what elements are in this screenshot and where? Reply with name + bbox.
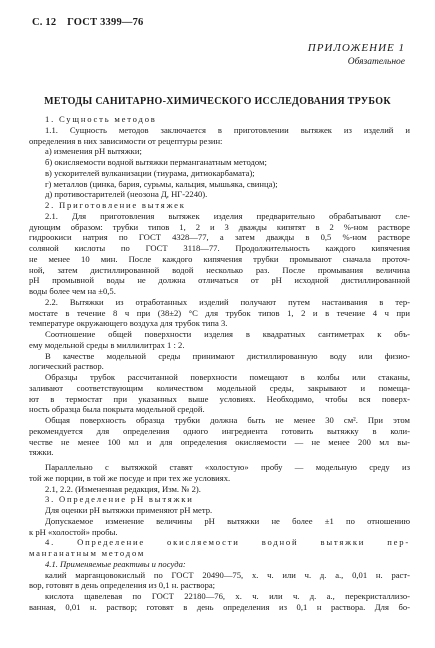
text-line: к pH «холостой» пробы. — [29, 526, 118, 537]
text-line: калий марганцовокислый по ГОСТ 20490—75, х. ч. или ч. д. а., 0,01 н. раст- — [45, 569, 410, 580]
text-line: логический раствор. — [29, 361, 104, 372]
text-line: 4. Определение окисляемости водной вытяжки пер- — [45, 537, 410, 548]
text-line: б) окисляемости водной вытяжки перманганатным методом; — [45, 157, 267, 167]
text-line: той же порции, в той же посуде и при тех же условиях. — [29, 472, 231, 483]
text-line: заливают соответствующим количеством модельной среды, закрывают и помеща- — [29, 382, 410, 393]
text-line: тяжки. — [29, 447, 54, 458]
text-line: вор, готовят в день определения из 0,1 н. раствора; — [29, 580, 216, 591]
text-line: Образцы трубок рассчитанной поверхности помещают в колбы или стаканы, — [45, 372, 410, 382]
text-line: рекомендуется для определения одного ингредиента готовить вытяжку в коли- — [29, 425, 410, 436]
text-line: д) противостарителей (неозона Д, НГ-2240). — [45, 189, 208, 200]
text-line: не менее 10 мин. После каждого кипячения трубки промывают сначала проточ- — [29, 253, 410, 264]
text-line: 2. Приготовление вытяжек — [45, 200, 186, 210]
text-line: Соотношение общей поверхности изделия в квадратных сантиметрах к объ- — [45, 329, 410, 339]
text-line: 4.1. Применяемые реактивы и посуда: — [45, 558, 186, 569]
text-line: 1.1. Сущность методов заключается в приготовлении вытяжек из изделий и — [45, 124, 410, 135]
text-line: манганатным методом — [29, 548, 146, 558]
page-number: С. 12 — [32, 17, 57, 28]
section-title: МЕТОДЫ САНИТАРНО-ХИМИЧЕСКОГО ИССЛЕДОВАНИЯ ТРУБОК — [44, 96, 391, 107]
text-line: г) металлов (цинка, бария, сурьмы, кальция, мышьяка, свинца); — [45, 178, 278, 189]
text-line: а) изменения pH вытяжки; — [45, 146, 142, 157]
appendix-label — [308, 42, 405, 67]
text-line: 1. Сущность методов — [45, 114, 157, 124]
text-line: pH промывной воды не должна отличаться от pH исходной дистиллированной — [29, 275, 410, 286]
body-text — [29, 114, 410, 613]
text-line: дующим образом: трубки типов 1, 2 и 3 дважды кипятят в 2 %-ном растворе — [29, 221, 410, 232]
text-line: определения в них зависимости от рецептуры резин: — [29, 135, 223, 146]
text-line: 2.1, 2.2. (Измененная редакция, Изм. № 2). — [45, 483, 201, 494]
text-line: Общая поверхность образца трубки должна быть не менее 30 см². При этом — [45, 415, 410, 425]
text-line: ность образца была покрыта модельной средой. — [29, 404, 205, 415]
appendix-title: ПРИЛОЖЕНИЕ 1 — [307, 42, 405, 54]
text-line: гидроокиси натрия по ГОСТ 4328—77, а затем дважды в 0,5 %-ном растворе — [29, 232, 410, 243]
text-line: ванная, 0,01 н. раствор; готовят в день определения из 0,1 н раствора. Для бо- — [29, 601, 410, 612]
text-line: Допускаемое изменение величины pH вытяжки не более ±1 по отношению — [45, 515, 410, 526]
text-line: ной, затем дистиллированной водой несколько раз. После промывания величина — [29, 264, 410, 275]
text-line: ему модельной среды в миллилитрах 1 : 2. — [29, 339, 185, 350]
text-line: температуре окружающего воздуха для трубок типа 3. — [29, 318, 228, 329]
text-line: мостате в течение 8 ч при (38±2) °С для трубок типов 1, 2 и в течение 4 ч при — [29, 307, 410, 318]
text-line: в) ускорителей вулканизации (тиурама, дитиокарбамата); — [45, 167, 255, 178]
text-line: Для оценки pH вытяжки применяют pH метр. — [45, 505, 213, 515]
appendix-subtitle: Обязательное — [347, 57, 405, 67]
standard-code: ГОСТ 3399—76 — [67, 17, 144, 28]
text-line: 2.2. Вытяжки из отработанных изделий получают путем настаивания в тер- — [45, 296, 410, 307]
text-line: воды более чем на ±0,5. — [29, 286, 116, 296]
text-line: 2.1. Для приготовления вытяжек изделия предварительно обрабатывают сле- — [45, 210, 410, 221]
text-line: кислота щавелевая по ГОСТ 22180—76, х. ч. или ч. д. а., перекристаллизо- — [45, 591, 410, 601]
text-line: 3. Определение pH вытяжки — [45, 494, 194, 505]
text-line: ют в термостат при указанных выше условиях. Необходимо, чтобы вся поверх- — [29, 393, 410, 404]
text-line: честве не менее 100 мл и для определения окисляемости — не менее 200 мл вы- — [29, 436, 410, 447]
page-header — [32, 17, 154, 28]
text-line: Параллельно с вытяжкой ставят «холостую» пробу — модельную среду из — [45, 462, 410, 472]
text-line: соляной кислоты по ГОСТ 3118—77. Продолжительность каждого кипячения — [29, 243, 410, 253]
text-line: В качестве модельной среды принимают дистиллированную воду или физио- — [45, 350, 410, 361]
